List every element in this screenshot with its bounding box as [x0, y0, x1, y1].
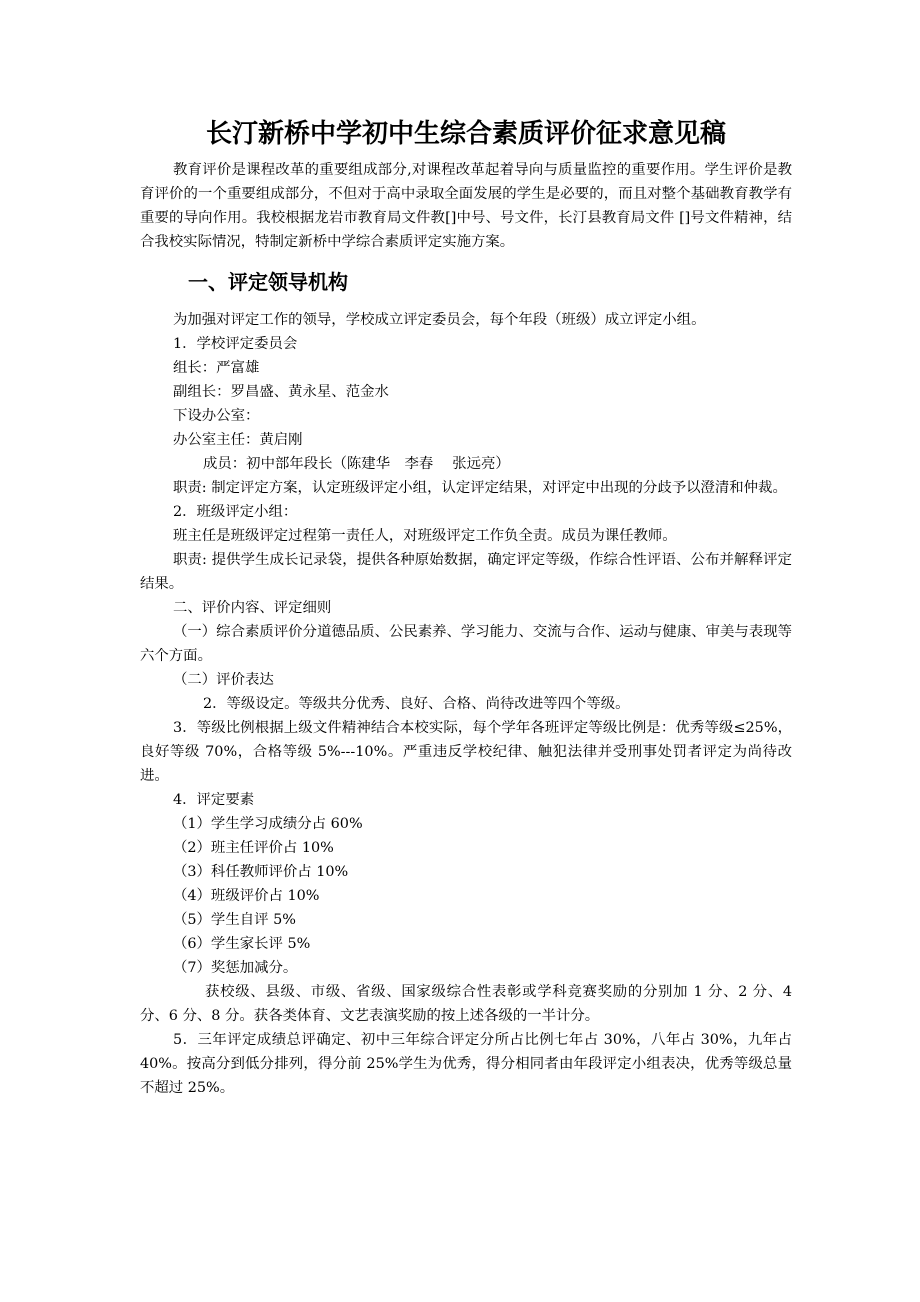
office-director: 办公室主任：黄启刚: [173, 432, 303, 448]
leadership-intro: 为加强对评定工作的领导，学校成立评定委员会，每个年段（班级）成立评定小组。: [173, 312, 706, 328]
document-title: 长汀新桥中学初中生综合素质评价征求意见稿: [205, 119, 726, 149]
list-item: （3）科任教师评价占 10%: [173, 864, 349, 880]
content-item-1: （一）综合素质评价分道德品质、公民素养、学习能力、交流与合作、运动与健康、审美与表现等六个方面。: [140, 624, 792, 664]
document-page: [140, 112, 792, 1100]
office-line: 下设办公室：: [173, 408, 260, 424]
final-paragraph: 5．三年评定成绩总评确定、初中三年综合评定分所占比例七年占 30%，八年占 30%，九年占 40%。按高分到低分排列，得分前 25%学生为优秀，得分相同者由年段评定小组表决，优秀等级总量不超过 25%。: [140, 1032, 792, 1096]
elements-list: [140, 812, 792, 980]
section-heading-content: 二、评价内容、评定细则: [173, 600, 332, 616]
committee-deputy: 副组长：罗昌盛、黄永星、范金水: [173, 384, 389, 400]
list-item: （1）学生学习成绩分占 60%: [173, 816, 363, 832]
committee-leader: 组长：严富雄: [173, 360, 260, 376]
elements-heading: 4．评定要素: [173, 792, 255, 808]
class-group-duty: 职责: 提供学生成长记录袋，提供各种原始数据，确定评定等级，作综合性评语、公布并解释评定结果。: [140, 552, 792, 592]
list-item: （2）班主任评价占 10%: [173, 840, 334, 856]
grade-ratio: 3．等级比例根据上级文件精神结合本校实际，每个学年各班评定等级比例是：优秀等级≤25%，良好等级 70%，合格等级 5%---10%。严重违反学校纪律、触犯法律并受刑事处罚者评定为尚待改进。: [140, 720, 792, 784]
class-group-heading: 2．班级评定小组：: [173, 504, 298, 520]
list-item: （4）班级评价占 10%: [173, 888, 320, 904]
content-item-2: （二）评价表达: [173, 672, 274, 688]
list-item: （5）学生自评 5%: [173, 912, 296, 928]
committee-duty: 职责: 制定评定方案，认定班级评定小组，认定评定结果，对评定中出现的分歧予以澄清和仲裁。: [173, 480, 787, 496]
school-committee-heading: 1．学校评定委员会: [173, 336, 298, 352]
grade-setting: 2．等级设定。等级共分优秀、良好、合格、尚待改进等四个等级。: [203, 696, 630, 712]
list-item: （6）学生家长评 5%: [173, 936, 311, 952]
class-group-desc: 班主任是班级评定过程第一责任人，对班级评定工作负全责。成员为课任教师。: [173, 528, 677, 544]
section-heading-leadership: 一、评定领导机构: [188, 270, 348, 294]
awards-paragraph: 获校级、县级、市级、省级、国家级综合性表彰或学科竞赛奖励的分别加 1 分、2 分、4 分、6 分、8 分。获各类体育、文艺表演奖励的按上述各级的一半计分。: [140, 984, 792, 1024]
list-item: （7）奖惩加减分。: [173, 960, 298, 976]
committee-members: 成员：初中部年段长（陈建华 李春 张远亮）: [203, 456, 510, 472]
intro-paragraph: 教育评价是课程改革的重要组成部分,对课程改革起着导向与质量监控的重要作用。学生评价是教育评价的一个重要组成部分，不但对于高中录取全面发展的学生是必要的，而且对整个基础教育教学有重要的导向作用。我校根据龙岩市教育局文件教[]中号、号文件，长汀县教育局文件 []号文件精神，结合我校实际情况，特制定新桥中学综合素质评定实施方案。: [140, 162, 792, 250]
